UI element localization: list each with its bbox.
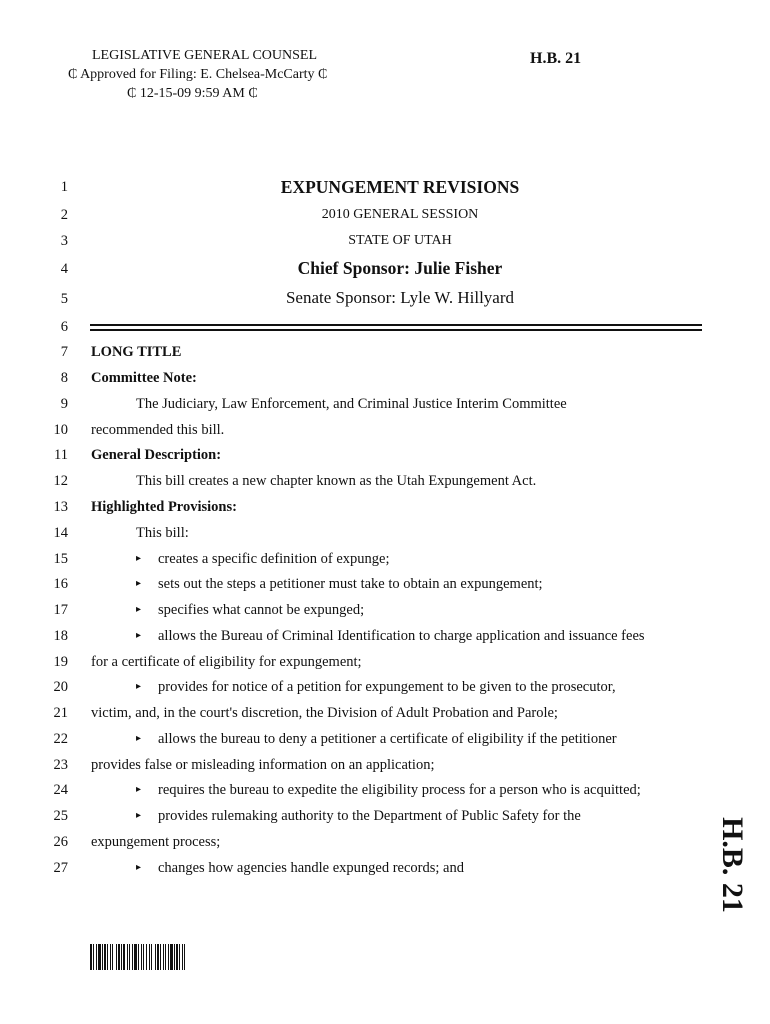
- side-bill-label: [712, 815, 752, 915]
- double-rule-top: [90, 324, 702, 326]
- header-timestamp: ₵ 12-15-09 9:59 AM ₵: [127, 86, 258, 101]
- provision-text: provides for notice of a petition for expungement to be given to the prosecutor,: [158, 679, 616, 695]
- line-number: 15: [53, 551, 68, 567]
- line-number: 16: [53, 576, 68, 592]
- general-description-text: This bill creates a new chapter known as the Utah Expungement Act.: [136, 473, 537, 489]
- general-description-heading: General Description:: [91, 447, 222, 463]
- line-number: 19: [53, 654, 68, 670]
- provision-text: provides rulemaking authority to the Department of Public Safety for the: [158, 808, 581, 824]
- line-number: 2: [60, 207, 68, 223]
- double-rule-bottom: [90, 329, 702, 331]
- line-number: 24: [53, 782, 68, 798]
- line-number: 14: [53, 525, 68, 541]
- provision-text: requires the bureau to expedite the eligibility process for a person who is acquitted;: [158, 782, 641, 798]
- line-number: 4: [60, 261, 68, 277]
- bullet-icon: ▸: [136, 578, 142, 589]
- line-number: 26: [53, 834, 68, 850]
- chief-sponsor: Chief Sponsor: Julie Fisher: [297, 258, 503, 278]
- bullet-icon: ▸: [136, 604, 142, 615]
- bullet-icon: ▸: [136, 733, 142, 744]
- barcode: [90, 944, 232, 970]
- line-number: 18: [53, 628, 68, 644]
- line-number: 1: [60, 179, 68, 195]
- line-number: 21: [53, 705, 68, 721]
- bill-title: EXPUNGEMENT REVISIONS: [280, 177, 520, 197]
- barcode-bar: [185, 944, 187, 970]
- provision-text: specifies what cannot be expunged;: [158, 602, 365, 618]
- line-number: 20: [53, 679, 68, 695]
- header-office: LEGISLATIVE GENERAL COUNSEL: [92, 48, 318, 63]
- bullet-icon: ▸: [136, 681, 142, 692]
- senate-sponsor: Senate Sponsor: Lyle W. Hillyard: [285, 288, 515, 307]
- side-bill-label-text: H.B. 21: [716, 817, 749, 913]
- committee-note-heading: Committee Note:: [91, 370, 197, 386]
- provision-text: sets out the steps a petitioner must take to obtain an expungement;: [158, 576, 543, 592]
- line-number: 5: [60, 291, 68, 307]
- line-number: 6: [60, 319, 68, 335]
- bullet-icon: ▸: [136, 553, 142, 564]
- highlighted-provisions-heading: Highlighted Provisions:: [91, 499, 237, 515]
- provision-text: allows the bureau to deny a petitioner a certificate of eligibility if the petitioner: [158, 731, 617, 747]
- provision-text: expungement process;: [91, 834, 221, 850]
- bullet-icon: ▸: [136, 810, 142, 821]
- line-number: 3: [60, 233, 68, 249]
- committee-note-text: The Judiciary, Law Enforcement, and Criminal Justice Interim Committee: [136, 396, 567, 412]
- line-number: 23: [53, 757, 68, 773]
- provision-text: changes how agencies handle expunged records; and: [158, 860, 464, 876]
- line-number: 7: [60, 344, 68, 360]
- header-bill-number: H.B. 21: [530, 50, 582, 67]
- line-number: 22: [53, 731, 68, 747]
- bullet-icon: ▸: [136, 630, 142, 641]
- provision-text: creates a specific definition of expunge;: [158, 551, 390, 567]
- provision-text: for a certificate of eligibility for expungement;: [91, 654, 362, 670]
- bullet-icon: ▸: [136, 784, 142, 795]
- line-number: 8: [60, 370, 68, 386]
- line-number: 9: [60, 396, 68, 412]
- line-number: 27: [53, 860, 68, 876]
- provision-text: victim, and, in the court's discretion, the Division of Adult Probation and Parole;: [91, 705, 558, 721]
- bullet-icon: ▸: [136, 862, 142, 873]
- line-number: 11: [54, 447, 68, 463]
- state-line: STATE OF UTAH: [348, 233, 452, 248]
- committee-note-text: recommended this bill.: [91, 422, 225, 438]
- long-title-heading: LONG TITLE: [91, 344, 182, 360]
- provision-text: allows the Bureau of Criminal Identification to charge application and issuance fees: [158, 628, 645, 644]
- line-number: 12: [53, 473, 68, 489]
- session-line: 2010 GENERAL SESSION: [321, 207, 479, 222]
- line-number: 13: [53, 499, 68, 515]
- line-number: 17: [53, 602, 68, 618]
- header-approval-line: ₵ Approved for Filing: E. Chelsea-McCarty ₵: [68, 67, 328, 82]
- this-bill-text: This bill:: [136, 525, 189, 541]
- line-number: 25: [53, 808, 68, 824]
- provision-text: provides false or misleading information on an application;: [91, 757, 435, 773]
- line-number: 10: [53, 422, 68, 438]
